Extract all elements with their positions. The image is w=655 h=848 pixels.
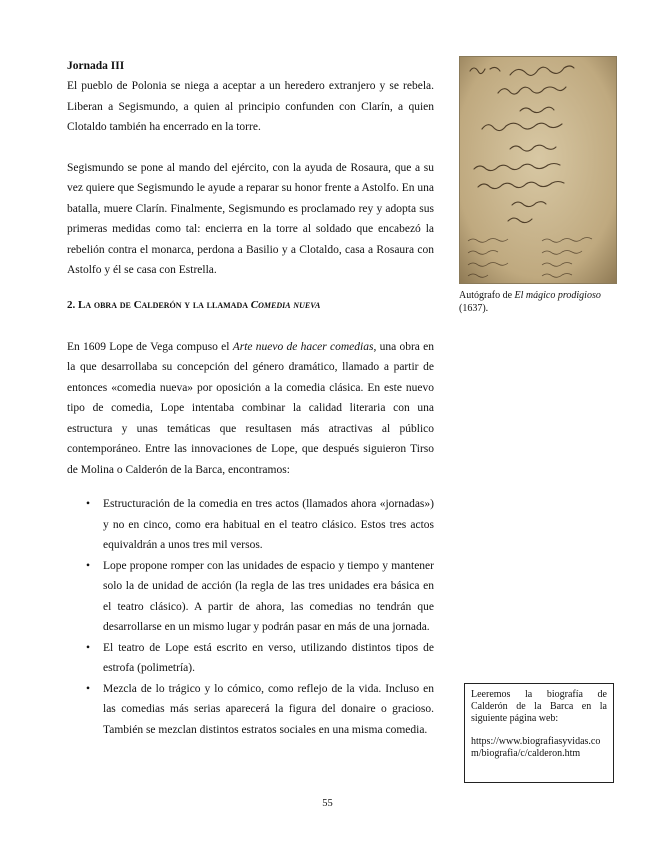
- intro-work-title: Arte nuevo de hacer comedias: [232, 340, 374, 353]
- main-column: [67, 56, 434, 740]
- bullet-symbol: •: [86, 682, 91, 695]
- jornada-heading: Jornada III: [67, 60, 125, 72]
- intro-before: En 1609 Lope de Vega compuso el: [67, 340, 230, 353]
- manuscript-drawing: [460, 57, 616, 283]
- paragraph-jornada-summary: El pueblo de Polonia se niega a aceptar a un heredero extranjero y se rebela. Liberan a Segismundo, a quien al principio confunden con Clarín, a quien Clotaldo también ha encerrado en la torre.: [67, 80, 434, 133]
- biography-link[interactable]: https://www.biografiasyvidas.com/biografia/c/calderon.htm: [471, 736, 601, 759]
- caption-prefix: Autógrafo de: [459, 290, 513, 301]
- paragraph-intro: [67, 337, 434, 481]
- list-item: • Estructuración de la comedia en tres actos (llamados ahora «jornadas») y no en cinco, como era habitual en el teatro clásico. Estos tres actos equivaldrán a unos tres mil versos.: [67, 494, 434, 556]
- bullet-symbol: •: [86, 498, 91, 510]
- image-caption: [459, 289, 621, 315]
- manuscript-image: [459, 56, 617, 284]
- bullet-symbol: •: [86, 641, 91, 654]
- list-item: • Mezcla de lo trágico y lo cómico, como reflejo de la vida. Incluso en las comedias más serias aparecerá la figura del donaire o gracioso. También se mezclan distintos estratos sociales en una misma comedia.: [67, 679, 434, 741]
- list-item: • El teatro de Lope está escrito en verso, utilizando distintos tipos de estrofa (polimetría).: [67, 638, 434, 679]
- section-title: [67, 295, 434, 315]
- section-title-part1: La obra de Calderón y la llamada: [78, 298, 249, 311]
- bullet-symbol: •: [86, 559, 91, 572]
- biography-infobox: [464, 683, 614, 783]
- caption-work-title: El mágico prodigioso: [514, 290, 601, 301]
- innovations-list: [67, 494, 434, 740]
- page-number: 55: [322, 798, 333, 809]
- paragraph-segismundo: Segismundo se pone al mando del ejército, con la ayuda de Rosaura, que a su vez quiere que Segismundo le ayude a reparar su honor frente a Astolfo. En una batalla, muere Clarín. Finalmente, Segismundo es proclamado rey y adopta sus primeras medidas como tal: encierra en la torre al soldado que encabezó la rebelión contra el monarca, perdona a Basilio y a Clotaldo, casa a Rosaura con Astolfo y él se casa con Estrella.: [67, 161, 434, 276]
- section-number: 2.: [67, 298, 76, 311]
- infobox-text: Leeremos la biografía de Calderón de la Barca en la siguiente página web:: [471, 689, 607, 724]
- list-item: • Lope propone romper con las unidades de espacio y tiempo y mantener solo la de unidad de acción (la regla de las tres unidades era básica en el teatro clásico). A partir de ahora, las comedias no tendrán que desarrollarse en un mismo lugar y podrán pasar en más de una jornada.: [67, 556, 434, 638]
- caption-suffix: (1637).: [459, 303, 489, 314]
- intro-after: , una obra en la que desarrollaba su concepción del género dramático, llamado a partir de entonces «comedia nueva» por oposición a la comedia clásica. En este nuevo tipo de comedia, Lope intentaba combinar la calidad literaria con una estructura y unas temáticas que resultasen más atractivas al público contemporáneo. Entre las innovaciones de Lope, que después siguieron Tirso de Molina o Calderón de la Barca, encontramos:: [67, 340, 434, 476]
- section-title-part2: Comedia nueva: [250, 298, 321, 311]
